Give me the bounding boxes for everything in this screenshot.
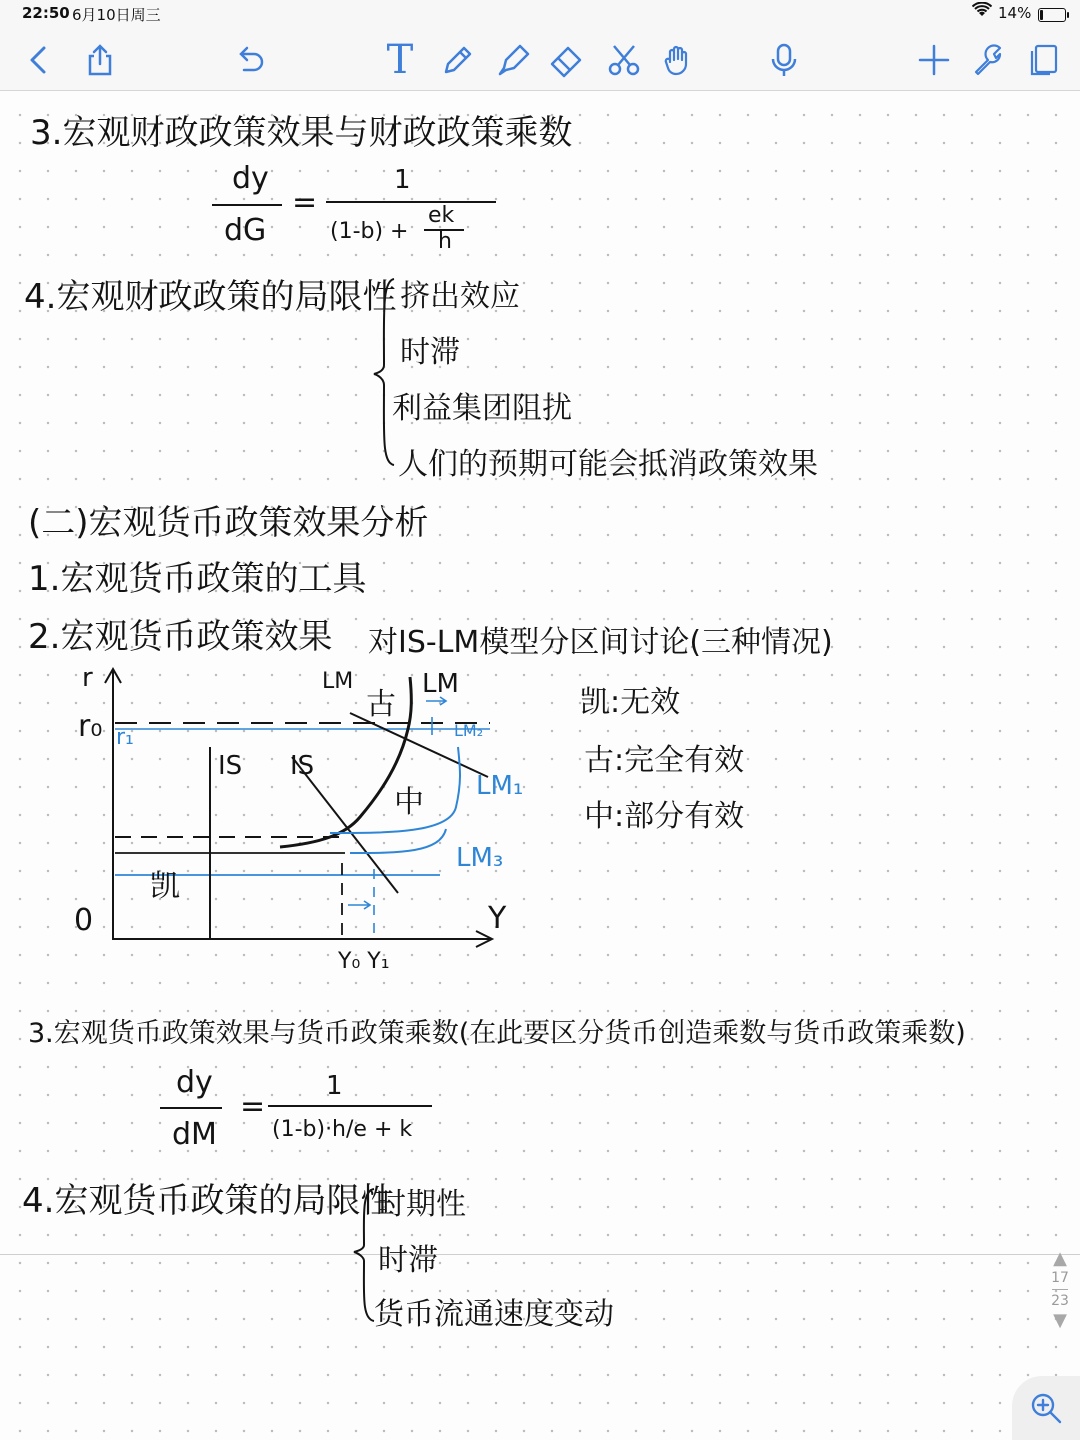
- keynes-region-label: 凯: [150, 869, 180, 904]
- status-time: 22:50: [22, 4, 70, 22]
- formula1-fraction-bar: [212, 204, 282, 206]
- chevron-left-icon: [20, 42, 56, 78]
- fiscal-limit-2: 时滞: [400, 335, 460, 370]
- heading-fiscal-limits: 4.宏观财政政策的局限性: [24, 277, 397, 317]
- legend-middle: 中:部分有效: [584, 799, 745, 834]
- toolbar: [0, 30, 1080, 91]
- lm3-label: LM₃: [456, 843, 504, 873]
- formula1-right-denominator: (1-b) +: [330, 219, 409, 244]
- monetary-effect-note: 对IS-LM模型分区间讨论(三种情况): [368, 625, 833, 660]
- add-button[interactable]: [912, 38, 956, 82]
- page-up-button[interactable]: ▲: [1053, 1248, 1067, 1269]
- eraser-icon: [548, 42, 584, 78]
- formula2-right-denominator: (1-b)·h/e + k: [272, 1117, 413, 1142]
- pages-icon: [1026, 42, 1062, 78]
- status-bar: [0, 0, 1080, 30]
- plus-icon: [916, 42, 952, 78]
- wrench-icon: [970, 42, 1006, 78]
- islm-graph: [60, 657, 540, 977]
- zoom-in-icon: [1029, 1391, 1063, 1425]
- wifi-icon: [972, 2, 992, 22]
- zoom-button[interactable]: [1012, 1376, 1080, 1440]
- share-button[interactable]: [78, 38, 122, 82]
- undo-button[interactable]: [228, 38, 272, 82]
- microphone-button[interactable]: [762, 38, 806, 82]
- formula2-numerator: dy: [176, 1065, 213, 1100]
- scissors-icon: [606, 42, 642, 78]
- y0-y1-labels: Y₀ Y₁: [338, 949, 390, 974]
- total-pages: 23: [1051, 1293, 1069, 1309]
- heading-monetary-multiplier: 3.宏观货币政策效果与货币政策乘数(在此要区分货币创造乘数与货币政策乘数): [28, 1018, 966, 1049]
- settings-button[interactable]: [966, 38, 1010, 82]
- lasso-tool-button[interactable]: [602, 38, 646, 82]
- pen-icon: [438, 42, 474, 78]
- text-tool-button[interactable]: [378, 38, 422, 82]
- formula1-ek: ek: [428, 203, 455, 228]
- monetary-limit-3: 货币流通速度变动: [374, 1297, 614, 1332]
- back-button[interactable]: [16, 38, 60, 82]
- battery-percent: 14%: [998, 4, 1032, 22]
- status-date: 6月10日周三: [72, 6, 161, 24]
- current-page: 17: [1051, 1270, 1069, 1286]
- monetary-limit-1: 时期性: [376, 1187, 466, 1222]
- heading-fiscal-effect: 3.宏观财政政策效果与财政政策乘数: [30, 113, 573, 153]
- eraser-tool-button[interactable]: [544, 38, 588, 82]
- axis-y-label: Y: [488, 901, 507, 936]
- heading-monetary-tools: 1.宏观货币政策的工具: [28, 559, 367, 599]
- hand-tool-button[interactable]: [656, 38, 700, 82]
- undo-icon: [232, 42, 268, 78]
- axis-r-label: r: [82, 663, 93, 693]
- battery-icon: [1038, 8, 1066, 22]
- formula1-right-bar: [326, 201, 496, 203]
- is-label-2: IS: [290, 751, 315, 781]
- note-page[interactable]: [0, 91, 1080, 1440]
- share-icon: [82, 42, 118, 78]
- page-divider: [0, 1254, 1080, 1255]
- formula1-denominator: dG: [224, 213, 267, 248]
- heading-monetary-limits: 4.宏观货币政策的局限性: [22, 1181, 395, 1221]
- microphone-icon: [766, 42, 802, 78]
- monetary-limit-2: 时滞: [378, 1243, 438, 1278]
- r1-label: r₁: [116, 725, 134, 750]
- formula1-equals: =: [292, 185, 318, 220]
- formula2-equals: =: [240, 1089, 266, 1124]
- origin-label: 0: [74, 903, 94, 938]
- lm-label-b: LM: [422, 669, 459, 699]
- hand-icon: [660, 42, 696, 78]
- r0-label: r₀: [78, 709, 103, 744]
- legend-keynes: 凯:无效: [580, 685, 681, 720]
- page-down-button[interactable]: ▼: [1053, 1310, 1067, 1331]
- fiscal-limit-3: 利益集团阻扰: [392, 391, 572, 426]
- classical-region-label: 古: [366, 687, 396, 722]
- pager-separator: [1052, 1289, 1068, 1290]
- middle-region-label: 中: [394, 785, 424, 820]
- formula2-denominator: dM: [172, 1117, 217, 1152]
- pages-button[interactable]: [1022, 38, 1066, 82]
- fiscal-limit-1: 挤出效应: [400, 279, 520, 314]
- page-navigator: [1046, 1248, 1074, 1331]
- legend-classical: 古:完全有效: [584, 743, 745, 778]
- heading-monetary-analysis: (二)宏观货币政策效果分析: [28, 503, 429, 543]
- formula2-right-bar: [268, 1105, 432, 1107]
- formula1-right-numerator: 1: [394, 165, 411, 195]
- text-tool-icon: T: [386, 37, 414, 83]
- lm-label-a: LM: [322, 669, 354, 694]
- lm1-label: LM₁: [476, 771, 524, 801]
- highlighter-icon: [494, 42, 530, 78]
- formula2-right-numerator: 1: [326, 1071, 343, 1101]
- heading-monetary-effect: 2.宏观货币政策效果: [28, 617, 333, 657]
- formula1-h: h: [438, 229, 452, 254]
- is-label-1: IS: [218, 751, 243, 781]
- formula1-numerator: dy: [232, 161, 269, 196]
- highlighter-tool-button[interactable]: [490, 38, 534, 82]
- lm2-label: LM₂: [454, 721, 484, 740]
- formula2-fraction-bar: [160, 1107, 222, 1109]
- pen-tool-button[interactable]: [434, 38, 478, 82]
- fiscal-limit-4: 人们的预期可能会抵消政策效果: [398, 447, 818, 482]
